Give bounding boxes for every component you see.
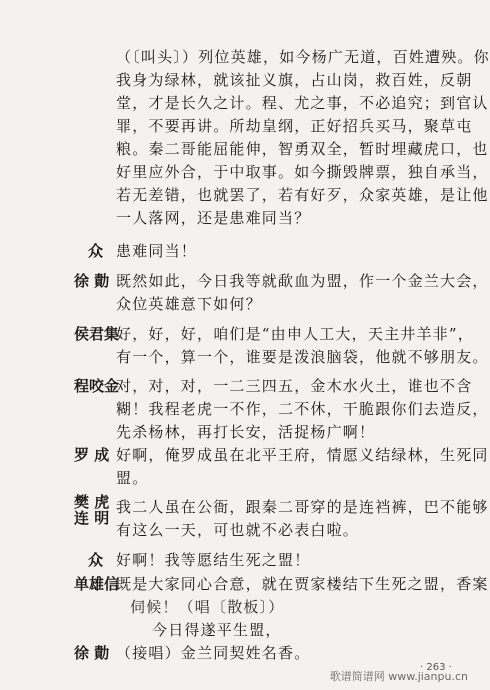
text-line: 若无差错，也就罢了，若有好歹，众家英雄，是让他 xyxy=(116,186,489,204)
watermark: 歌谱简谱网 www.jianpu.cn xyxy=(329,670,468,683)
text-line: 好，好，好，咱们是“由申人工大，天主井羊非”， xyxy=(116,325,474,343)
speaker-label: 樊 虎 xyxy=(74,493,110,511)
text-line: 罪，不要再讲。所劫皇纲，正好招兵买马，聚草屯 xyxy=(116,117,473,135)
text-line: （接唱）金兰同契姓名香。 xyxy=(116,644,311,662)
speaker-label: 众 xyxy=(88,242,104,260)
text-line: 既然如此，今日我等就歃血为盟，作一个金兰大会， xyxy=(116,272,489,290)
speaker-label: 众 xyxy=(88,551,104,569)
text-line: 好啊，俺罗成虽在北平王府，情愿义结绿林，生死同 xyxy=(116,446,489,464)
text-line: 好里应外合，于中取事。如今撕毁牌票，独自承当， xyxy=(116,163,489,181)
text-line: 患难同当！ xyxy=(116,242,198,260)
speaker-label: 罗 成 xyxy=(74,446,110,464)
text-line: 有这么一天，可也就不必表白啦。 xyxy=(116,521,360,539)
text-line: 一人落网，还是患难同当？ xyxy=(116,209,311,227)
text-line: 众位英雄意下如何？ xyxy=(116,295,262,313)
speaker-label: 徐 勣 xyxy=(74,644,110,662)
text-line: 堂，才是长久之计。程、尤之事，不必追究；到官认 xyxy=(116,94,489,112)
text-line: 既是大家同心合意，就在贾家楼结下生死之盟，香案 xyxy=(116,575,489,593)
text-line: 对，对，对，一二三四五，金木水火土，谁也不含 xyxy=(116,377,473,395)
text-line: 我身为绿林，就该扯义旗，占山岗，救百姓，反朝 xyxy=(116,71,473,89)
text-line: 好啊！我等愿结生死之盟！ xyxy=(116,551,311,569)
speaker-label: 连 明 xyxy=(74,509,110,527)
page-number: · 263 · xyxy=(420,662,452,673)
text-line: 粮。秦二哥能屈能伸，智勇双全，暂时埋藏虎口，也 xyxy=(116,140,489,158)
text-line: 有一个，算一个，谁要是泼浪脑袋，他就不够朋友。 xyxy=(116,348,489,366)
text-line: （〔叫头〕）列位英雄，如今杨广无道，百姓遭殃。你 xyxy=(116,48,490,66)
speaker-label: 侯君集 xyxy=(74,325,120,343)
stage-direction: 伺候！（唱〔散板〕） xyxy=(130,598,285,616)
text-line: 先杀杨林，再打长安，活捉杨广啊！ xyxy=(116,423,376,441)
speaker-label: 单雄信 xyxy=(74,575,120,593)
sung-line: 今日得遂平生盟， xyxy=(152,621,282,639)
text-line: 糊！我程老虎一不作，二不休，干脆跟你们去造反， xyxy=(116,400,489,418)
speaker-label: 徐 勣 xyxy=(74,272,110,290)
speaker-label: 程咬金 xyxy=(74,377,120,395)
text-line: 我二人虽在公衙，跟秦二哥穿的是连裆裤，巴不能够 xyxy=(116,498,489,516)
text-line: 盟。 xyxy=(116,469,149,487)
